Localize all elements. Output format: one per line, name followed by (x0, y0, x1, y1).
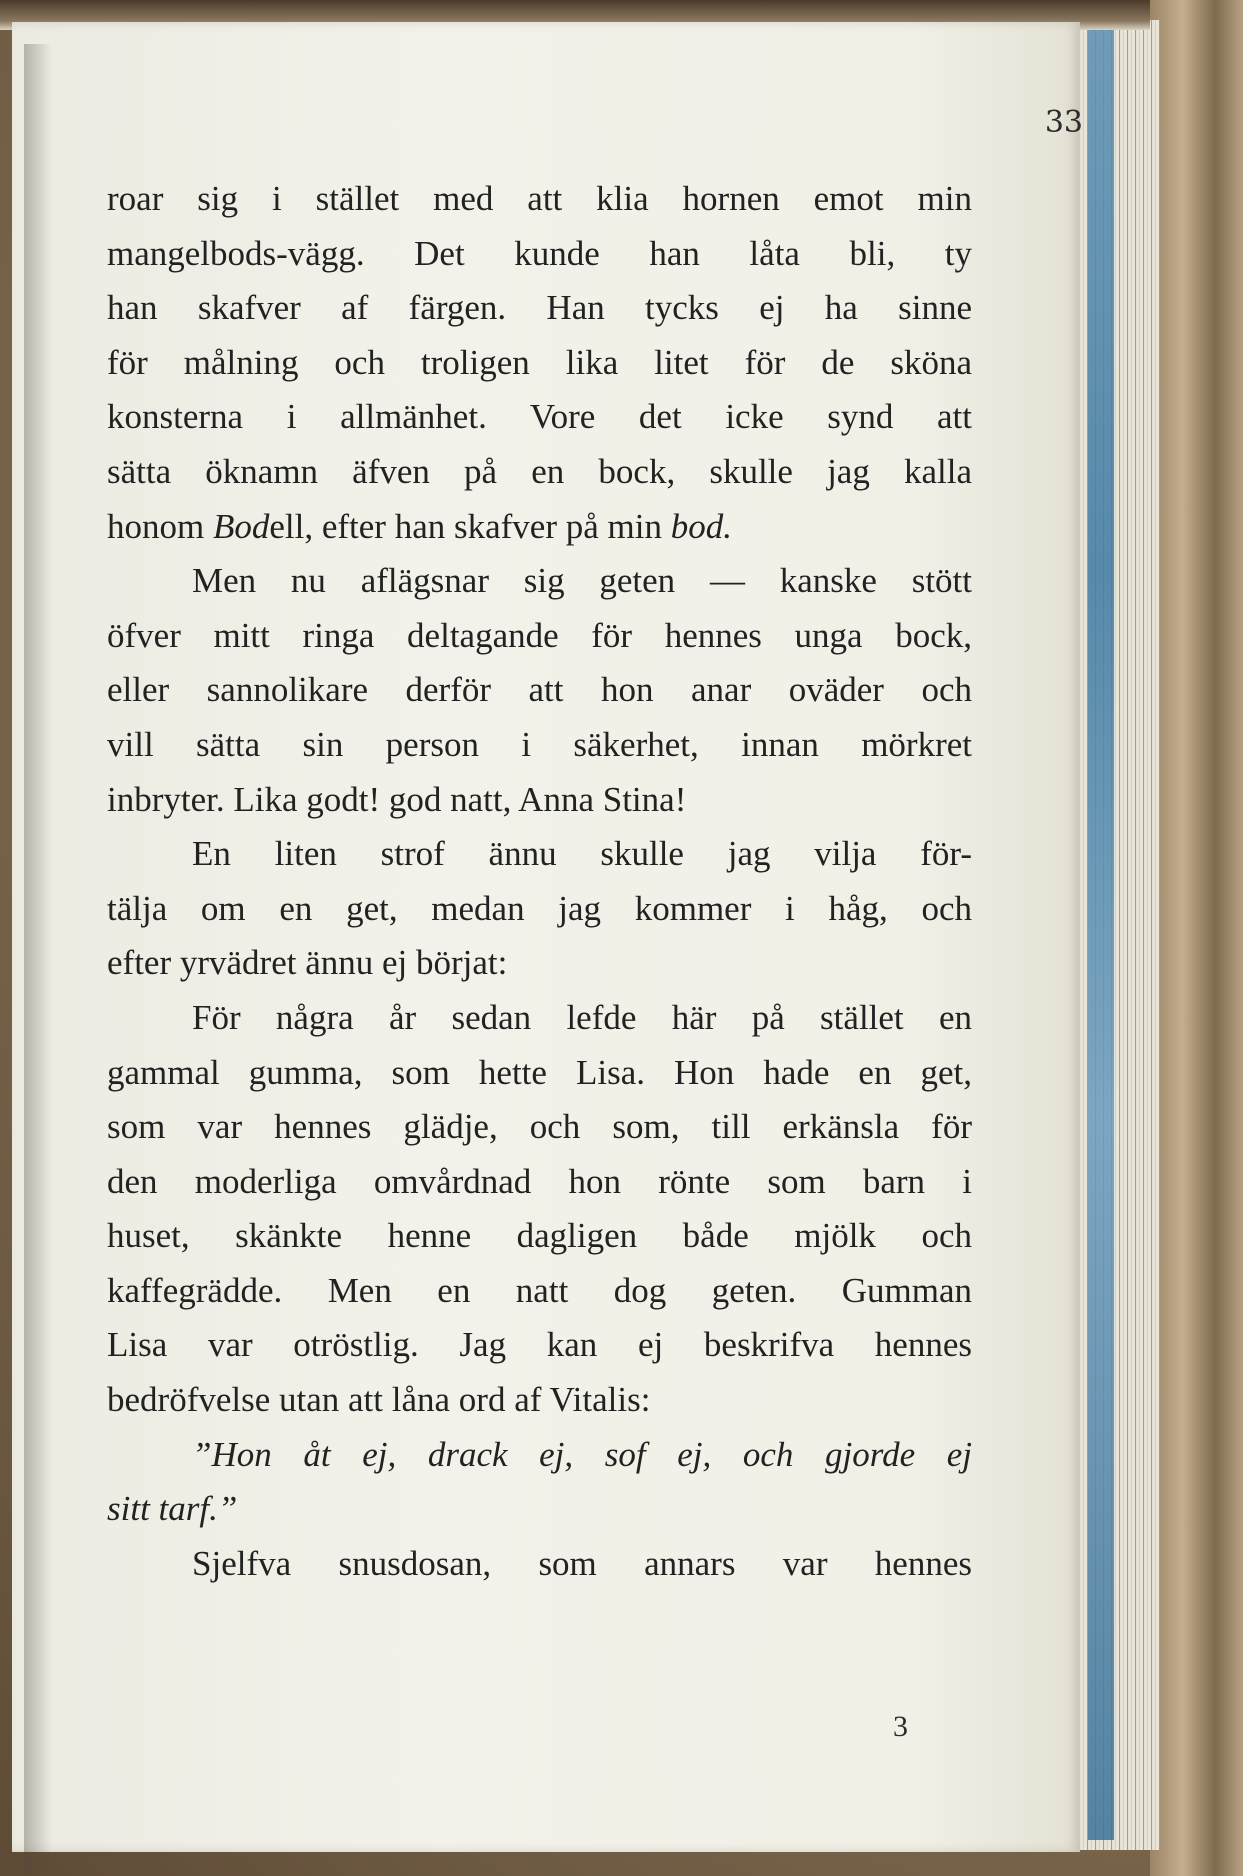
text-line: vill sätta sin person i säkerhet, innan mörkret (107, 724, 972, 764)
text-line: öfver mitt ringa deltagande för hennes unga bock, (107, 615, 972, 655)
quote-line: ”Hon åt ej, drack ej, sof ej, och gjorde ej (192, 1434, 972, 1474)
text-line: konsterna i allmänhet. Vore det icke synd att (107, 397, 972, 437)
text-line: sätta öknamn äfven på en bock, skulle jag kalla (107, 451, 972, 491)
text-line: Lisa var otröstlig. Jag kan ej beskrifva hennes (107, 1325, 972, 1365)
text-line: gammal gumma, som hette Lisa. Hon hade en get, (107, 1052, 972, 1092)
text-line: eller sannolikare derför att hon anar oväder och (107, 670, 972, 710)
text-line: Men nu aflägsnar sig geten — kanske stött (192, 561, 972, 601)
text-line: för målning och troligen lika litet för de sköna (107, 342, 972, 382)
spine-shadow (24, 44, 52, 1874)
text-line: mangelbods-vägg. Det kunde han låta bli, ty (107, 233, 972, 273)
text-line: inbryter. Lika godt! god natt, Anna Stina! (107, 779, 687, 819)
bodell-pre: honom (107, 506, 213, 546)
bodell-end: bod. (670, 506, 732, 546)
bodell-italic: Bod (212, 506, 270, 546)
text-line: roar sig i stället med att klia hornen emot min (107, 179, 972, 218)
blue-page-edge (1088, 30, 1114, 1840)
text-line: En liten strof ännu skulle jag vilja för- (192, 834, 972, 874)
text-line: som var hennes glädje, och som, till erkänsla för (107, 1107, 972, 1147)
body-text (107, 172, 972, 1591)
text-line: Sjelfva snusdosan, som annars var hennes (192, 1543, 972, 1583)
book-cover-edge (1150, 0, 1243, 1876)
text-line: han skafver af färgen. Han tycks ej ha sinne (107, 288, 972, 328)
text-line: den moderliga omvårdnad hon rönte som barn i (107, 1161, 972, 1201)
text-line: sitt tarf.” (107, 1489, 238, 1529)
text-line: tälja om en get, medan jag kommer i håg, och (107, 888, 972, 928)
page-number: 33 (1044, 105, 1083, 140)
text-line: efter yrvädret ännu ej börjat: (107, 943, 508, 983)
text-line: För några år sedan lefde här på stället en (192, 997, 972, 1037)
text-line: huset, skänkte henne dagligen både mjölk och (107, 1216, 972, 1256)
text-line: kaffegrädde. Men en natt dog geten. Gumman (107, 1270, 972, 1310)
bodell-mid: ell, efter han skafver på min (269, 506, 671, 546)
signature-mark: 3 (893, 1710, 908, 1743)
text-line-bodell (107, 500, 972, 555)
text-line: bedröfvelse utan att låna ord af Vitalis: (107, 1380, 651, 1420)
